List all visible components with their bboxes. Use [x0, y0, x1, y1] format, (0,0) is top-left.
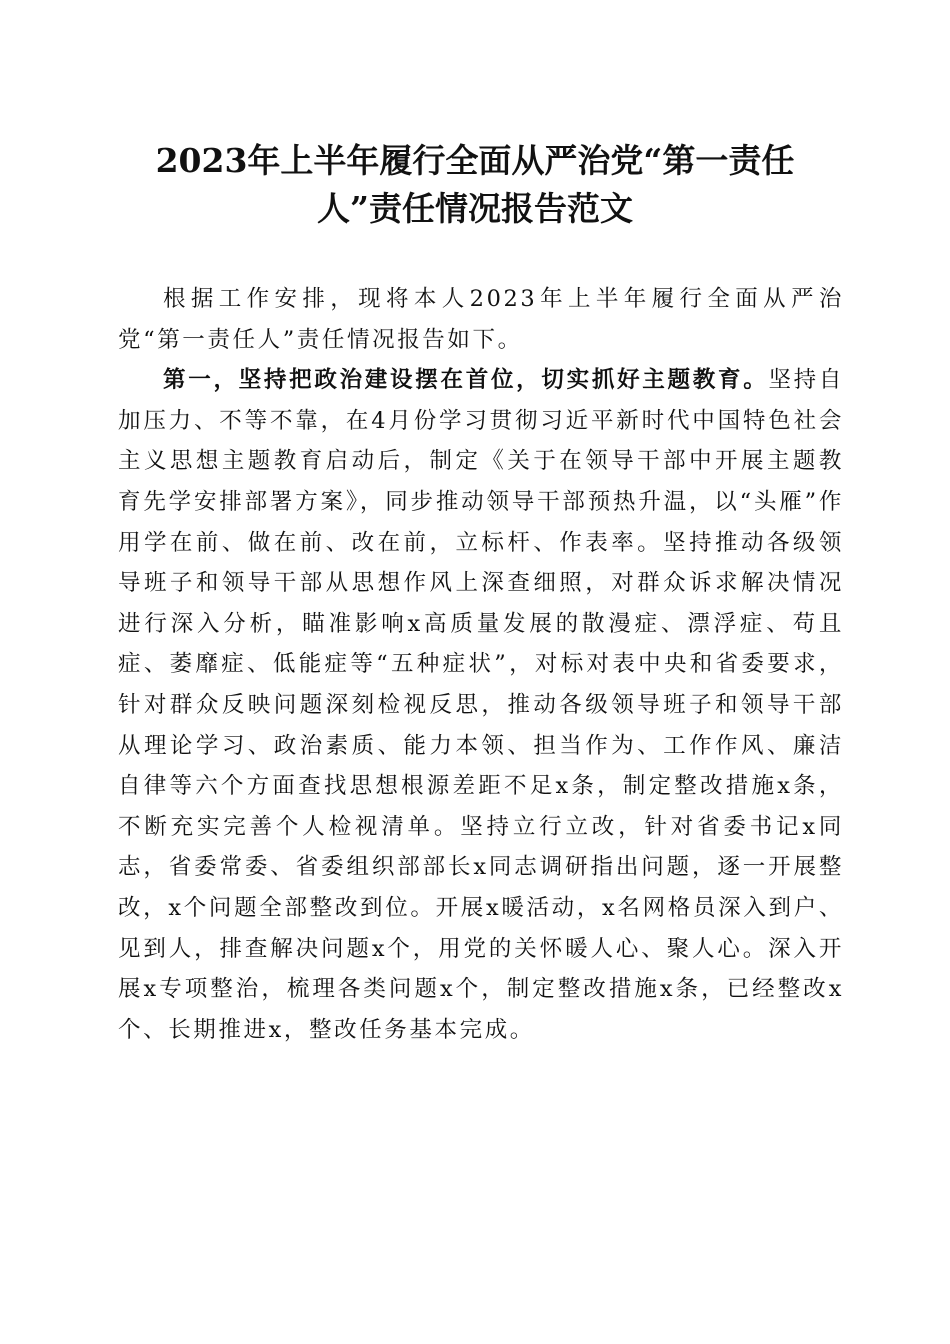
section-1-heading: 第一，坚持把政治建设摆在首位，切实抓好主题教育。: [163, 367, 769, 394]
title-line-2: 人”责任情况报告范文: [317, 189, 633, 228]
title-line-1: 2023年上半年履行全面从严治党“第一责任: [155, 141, 795, 180]
section-1-paragraph: [118, 360, 844, 1050]
intro-paragraph: 根据工作安排，现将本人2023年上半年履行全面从严治党“第一责任人”责任情况报告如下。: [118, 286, 844, 353]
document-body: [118, 279, 844, 1050]
section-1-body: 坚持自加压力、不等不靠，在4月份学习贯彻习近平新时代中国特色社会主义思想主题教育启动后，制定《关于在领导干部中开展主题教育先学安排部署方案》，同步推动领导干部预热升温，以“头雁”作用学在前、做在前、改在前，立标杆、作表率。坚持推动各级领导班子和领导干部从思想作风上深查细照，对群众诉求解决情况进行深入分析，瞄准影响x高质量发展的散漫症、漂浮症、苟且症、萎靡症、低能症等“五种症状”，对标对表中央和省委要求，针对群众反映问题深刻检视反思，推动各级领导班子和领导干部从理论学习、政治素质、能力本领、担当作为、工作作风、廉洁自律等六个方面查找思想根源差距不足x条，制定整改措施x条，不断充实完善个人检视清单。坚持立行立改，针对省委书记x同志，省委常委、省委组织部部长x同志调研指出问题，逐一开展整改，x个问题全部整改到位。开展x暖活动，x名网格员深入到户、见到人，排查解决问题x个，用党的关怀暖人心、聚人心。深入开展x专项整治，梳理各类问题x个，制定整改措施x条，已经整改x个、长期推进x，整改任务基本完成。: [118, 367, 844, 1043]
document-title: [110, 137, 840, 233]
